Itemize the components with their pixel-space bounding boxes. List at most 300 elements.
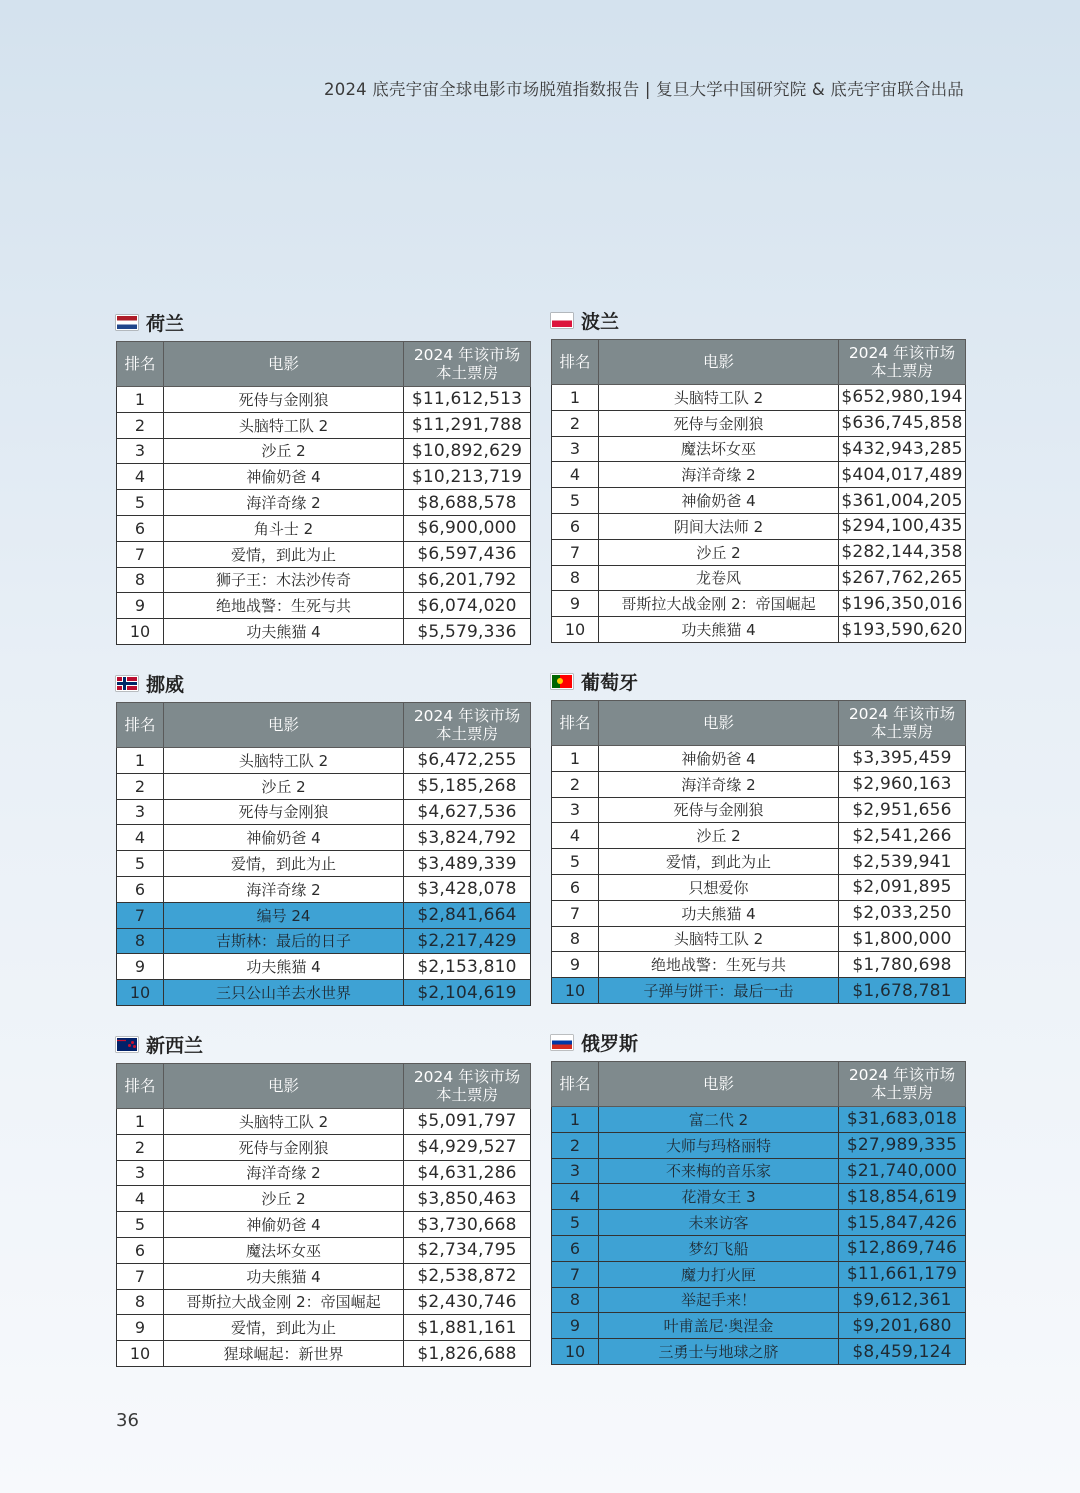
rank-cell: 5: [552, 849, 599, 875]
rank-cell: 4: [552, 823, 599, 849]
table-row: [117, 851, 531, 877]
table-row: [117, 387, 531, 413]
table-row: [552, 1184, 966, 1210]
table-row: [117, 1186, 531, 1212]
table-row: [552, 565, 966, 591]
box-office-cell: $1,800,000: [839, 926, 966, 952]
movie-cell: 魔力打火匣: [599, 1261, 839, 1287]
table-header-row: [552, 1062, 966, 1107]
rank-header: 排名: [117, 703, 164, 748]
movie-cell: 龙卷风: [599, 565, 839, 591]
table-header-row: [117, 342, 531, 387]
rank-cell: 5: [117, 851, 164, 877]
rank-header: 排名: [552, 701, 599, 746]
movie-cell: 爱情，到此为止: [599, 849, 839, 875]
box-office-cell: $5,091,797: [404, 1109, 531, 1135]
table-header-row: [117, 703, 531, 748]
box-office-cell: $3,395,459: [839, 746, 966, 772]
movie-header: 电影: [599, 701, 839, 746]
rank-cell: 5: [552, 488, 599, 514]
box-office-cell: $6,472,255: [404, 748, 531, 774]
box-office-cell: $2,033,250: [839, 900, 966, 926]
table-row: [117, 748, 531, 774]
box-office-cell: $3,489,339: [404, 851, 531, 877]
box-office-cell: $1,780,698: [839, 952, 966, 978]
rank-cell: 6: [552, 1235, 599, 1261]
box-office-cell: $12,869,746: [839, 1235, 966, 1261]
box-office-cell: $1,881,161: [404, 1315, 531, 1341]
rank-cell: 10: [117, 980, 164, 1006]
box-office-cell: $8,459,124: [839, 1339, 966, 1365]
movie-cell: 神偷奶爸 4: [599, 488, 839, 514]
movie-cell: 神偷奶爸 4: [164, 1212, 404, 1238]
box-office-cell: $2,951,656: [839, 797, 966, 823]
rank-cell: 8: [117, 567, 164, 593]
box-office-header-line2: 本土票房: [435, 725, 498, 743]
box-office-cell: $3,850,463: [404, 1186, 531, 1212]
rank-cell: 6: [117, 1237, 164, 1263]
box-office-cell: $11,291,788: [404, 412, 531, 438]
table-row: [552, 1158, 966, 1184]
table-row: [117, 1263, 531, 1289]
movie-cell: 海洋奇缘 2: [599, 462, 839, 488]
box-office-cell: $8,688,578: [404, 490, 531, 516]
table-row: [552, 1339, 966, 1365]
box-office-cell: $5,579,336: [404, 619, 531, 645]
movie-cell: 神偷奶爸 4: [164, 825, 404, 851]
box-office-cell: $3,730,668: [404, 1212, 531, 1238]
box-office-cell: $18,854,619: [839, 1184, 966, 1210]
rank-header: 排名: [552, 1062, 599, 1107]
table-row: [117, 876, 531, 902]
movie-cell: 绝地战警：生死与共: [164, 593, 404, 619]
table-row: [117, 1341, 531, 1367]
rank-cell: 4: [117, 464, 164, 490]
table-row: [552, 849, 966, 875]
movie-cell: 未来访客: [599, 1210, 839, 1236]
rank-cell: 9: [117, 954, 164, 980]
box-office-cell: $267,762,265: [839, 565, 966, 591]
box-office-header: [839, 1062, 966, 1107]
movie-cell: 功夫熊猫 4: [164, 1263, 404, 1289]
movie-cell: 海洋奇缘 2: [164, 876, 404, 902]
rank-cell: 2: [117, 773, 164, 799]
movie-cell: 神偷奶爸 4: [164, 464, 404, 490]
table-row: [117, 1315, 531, 1341]
rank-cell: 6: [117, 515, 164, 541]
box-office-cell: $10,892,629: [404, 438, 531, 464]
rank-cell: 7: [117, 1263, 164, 1289]
movie-cell: 阴间大法师 2: [599, 513, 839, 539]
movie-cell: 沙丘 2: [599, 539, 839, 565]
table-row: [552, 978, 966, 1004]
box-office-cell: $27,989,335: [839, 1132, 966, 1158]
movie-cell: 死侍与金刚狼: [164, 387, 404, 413]
box-office-cell: $4,627,536: [404, 799, 531, 825]
rank-cell: 10: [117, 1341, 164, 1367]
rank-cell: 1: [117, 1109, 164, 1135]
box-office-header: [404, 1064, 531, 1109]
movie-cell: 爱情，到此为止: [164, 851, 404, 877]
movie-cell: 花滑女王 3: [599, 1184, 839, 1210]
rank-cell: 4: [117, 825, 164, 851]
movie-cell: 沙丘 2: [599, 823, 839, 849]
table-row: [552, 513, 966, 539]
table-row: [552, 539, 966, 565]
movie-cell: 海洋奇缘 2: [164, 490, 404, 516]
rank-cell: 5: [552, 1210, 599, 1236]
box-office-header-line2: 本土票房: [870, 1084, 933, 1102]
box-office-header: [839, 340, 966, 385]
box-office-table: [551, 700, 966, 1004]
box-office-cell: $6,597,436: [404, 541, 531, 567]
panel-norway: [116, 670, 530, 1006]
movie-cell: 沙丘 2: [164, 773, 404, 799]
movie-header: 电影: [164, 342, 404, 387]
table-row: [552, 823, 966, 849]
movie-cell: 梦幻飞船: [599, 1235, 839, 1261]
movie-cell: 爱情，到此为止: [164, 541, 404, 567]
movie-cell: 头脑特工队 2: [599, 385, 839, 411]
box-office-header-line2: 本土票房: [870, 723, 933, 741]
country-name: 葡萄牙: [581, 671, 639, 694]
rank-cell: 8: [552, 565, 599, 591]
rank-cell: 10: [552, 978, 599, 1004]
table-row: [552, 488, 966, 514]
panel-title: [116, 1031, 530, 1057]
movie-cell: 功夫熊猫 4: [599, 617, 839, 643]
rank-cell: 1: [117, 387, 164, 413]
table-row: [117, 515, 531, 541]
rank-cell: 2: [552, 1132, 599, 1158]
rank-cell: 4: [117, 1186, 164, 1212]
box-office-cell: $15,847,426: [839, 1210, 966, 1236]
panel-portugal: [551, 668, 965, 1004]
rank-cell: 10: [552, 617, 599, 643]
rank-cell: 3: [552, 436, 599, 462]
panel-poland: [551, 307, 965, 643]
table-row: [552, 1313, 966, 1339]
report-header: 2024 底壳宇宙全球电影市场脱殖指数报告 | 复旦大学中国研究院 & 底壳宇宙联合出品: [324, 80, 964, 99]
movie-cell: 爱情，到此为止: [164, 1315, 404, 1341]
table-row: [552, 410, 966, 436]
rank-cell: 3: [552, 797, 599, 823]
box-office-cell: $404,017,489: [839, 462, 966, 488]
rank-cell: 8: [117, 1289, 164, 1315]
rank-cell: 6: [552, 874, 599, 900]
table-row: [552, 617, 966, 643]
box-office-header: [404, 342, 531, 387]
table-row: [117, 490, 531, 516]
rank-header: 排名: [117, 1064, 164, 1109]
box-office-header: [839, 701, 966, 746]
russia-flag-icon: [551, 1035, 573, 1050]
box-office-cell: $2,539,941: [839, 849, 966, 875]
panel-netherlands: [116, 309, 530, 645]
table-row: [117, 1160, 531, 1186]
box-office-cell: $2,217,429: [404, 928, 531, 954]
rank-cell: 5: [117, 490, 164, 516]
table-row: [552, 771, 966, 797]
table-row: [117, 567, 531, 593]
box-office-header-line1: 2024 年该市场: [848, 1066, 956, 1084]
rank-cell: 9: [552, 1313, 599, 1339]
rank-cell: 8: [552, 926, 599, 952]
table-row: [117, 928, 531, 954]
rank-cell: 9: [117, 1315, 164, 1341]
table-row: [117, 619, 531, 645]
box-office-header-line2: 本土票房: [870, 362, 933, 380]
rank-cell: 7: [552, 539, 599, 565]
movie-cell: 沙丘 2: [164, 438, 404, 464]
box-office-header-line1: 2024 年该市场: [413, 346, 521, 364]
panel-title: [551, 668, 965, 694]
box-office-cell: $1,678,781: [839, 978, 966, 1004]
movie-cell: 富二代 2: [599, 1107, 839, 1133]
table-row: [552, 952, 966, 978]
rank-cell: 1: [552, 1107, 599, 1133]
box-office-cell: $193,590,620: [839, 617, 966, 643]
box-office-cell: $11,661,179: [839, 1261, 966, 1287]
movie-cell: 神偷奶爸 4: [599, 746, 839, 772]
box-office-header-line1: 2024 年该市场: [848, 344, 956, 362]
portugal-flag-icon: [551, 674, 573, 689]
box-office-cell: $31,683,018: [839, 1107, 966, 1133]
rank-cell: 10: [552, 1339, 599, 1365]
panel-new-zealand: [116, 1031, 530, 1367]
panel-title: [551, 307, 965, 333]
rank-cell: 3: [117, 1160, 164, 1186]
panel-russia: [551, 1029, 965, 1365]
rank-cell: 8: [552, 1287, 599, 1313]
table-row: [117, 773, 531, 799]
rank-cell: 9: [117, 593, 164, 619]
box-office-cell: $432,943,285: [839, 436, 966, 462]
box-office-cell: $6,900,000: [404, 515, 531, 541]
page-number: 36: [116, 1410, 139, 1431]
table-row: [552, 1235, 966, 1261]
movie-cell: 头脑特工队 2: [164, 412, 404, 438]
table-row: [552, 900, 966, 926]
box-office-table: [551, 1061, 966, 1365]
rank-header: 排名: [117, 342, 164, 387]
rank-cell: 9: [552, 952, 599, 978]
rank-cell: 3: [117, 799, 164, 825]
table-row: [552, 462, 966, 488]
table-row: [552, 797, 966, 823]
rank-cell: 6: [117, 876, 164, 902]
movie-cell: 死侍与金刚狼: [599, 410, 839, 436]
box-office-header: [404, 703, 531, 748]
movie-cell: 魔法坏女巫: [599, 436, 839, 462]
box-office-cell: $10,213,719: [404, 464, 531, 490]
netherlands-flag-icon: [116, 315, 138, 330]
box-office-cell: $11,612,513: [404, 387, 531, 413]
panel-title: [551, 1029, 965, 1055]
movie-cell: 死侍与金刚狼: [599, 797, 839, 823]
box-office-cell: $5,185,268: [404, 773, 531, 799]
box-office-cell: $2,538,872: [404, 1263, 531, 1289]
movie-cell: 哥斯拉大战金刚 2：帝国崛起: [164, 1289, 404, 1315]
movie-cell: 三勇士与地球之脐: [599, 1339, 839, 1365]
table-row: [552, 436, 966, 462]
new-zealand-flag-icon: [116, 1037, 138, 1052]
movie-cell: 沙丘 2: [164, 1186, 404, 1212]
poland-flag-icon: [551, 313, 573, 328]
rank-cell: 3: [117, 438, 164, 464]
box-office-cell: $294,100,435: [839, 513, 966, 539]
table-row: [117, 799, 531, 825]
movie-cell: 功夫熊猫 4: [164, 954, 404, 980]
table-row: [117, 954, 531, 980]
rank-cell: 7: [552, 900, 599, 926]
box-office-header-line2: 本土票房: [435, 1086, 498, 1104]
box-office-cell: $652,980,194: [839, 385, 966, 411]
box-office-cell: $1,826,688: [404, 1341, 531, 1367]
box-office-header-line1: 2024 年该市场: [413, 707, 521, 725]
country-name: 新西兰: [146, 1034, 204, 1057]
table-row: [552, 1261, 966, 1287]
table-row: [552, 1132, 966, 1158]
table-row: [117, 1134, 531, 1160]
rank-cell: 7: [117, 902, 164, 928]
movie-header: 电影: [599, 1062, 839, 1107]
box-office-cell: $2,734,795: [404, 1237, 531, 1263]
movie-header: 电影: [599, 340, 839, 385]
panel-title: [116, 670, 530, 696]
box-office-cell: $2,153,810: [404, 954, 531, 980]
table-row: [552, 1210, 966, 1236]
table-row: [552, 1287, 966, 1313]
rank-cell: 6: [552, 513, 599, 539]
table-header-row: [552, 340, 966, 385]
box-office-cell: $2,091,895: [839, 874, 966, 900]
box-office-cell: $4,929,527: [404, 1134, 531, 1160]
box-office-header-line1: 2024 年该市场: [848, 705, 956, 723]
movie-cell: 功夫熊猫 4: [599, 900, 839, 926]
rank-cell: 7: [552, 1261, 599, 1287]
movie-header: 电影: [164, 703, 404, 748]
box-office-cell: $9,201,680: [839, 1313, 966, 1339]
rank-header: 排名: [552, 340, 599, 385]
movie-cell: 三只公山羊去水世界: [164, 980, 404, 1006]
box-office-cell: $361,004,205: [839, 488, 966, 514]
table-row: [117, 412, 531, 438]
country-name: 俄罗斯: [581, 1032, 639, 1055]
box-office-cell: $2,841,664: [404, 902, 531, 928]
rank-cell: 7: [117, 541, 164, 567]
rank-cell: 2: [117, 412, 164, 438]
rank-cell: 9: [552, 591, 599, 617]
movie-cell: 绝地战警：生死与共: [599, 952, 839, 978]
movie-cell: 不来梅的音乐家: [599, 1158, 839, 1184]
movie-cell: 狮子王：木法沙传奇: [164, 567, 404, 593]
box-office-header-line1: 2024 年该市场: [413, 1068, 521, 1086]
box-office-cell: $3,428,078: [404, 876, 531, 902]
movie-cell: 魔法坏女巫: [164, 1237, 404, 1263]
movie-cell: 哥斯拉大战金刚 2：帝国崛起: [599, 591, 839, 617]
movie-cell: 角斗士 2: [164, 515, 404, 541]
table-row: [117, 438, 531, 464]
table-row: [117, 825, 531, 851]
movie-cell: 功夫熊猫 4: [164, 619, 404, 645]
box-office-table: [116, 1063, 531, 1367]
box-office-cell: $3,824,792: [404, 825, 531, 851]
box-office-cell: $2,430,746: [404, 1289, 531, 1315]
table-row: [552, 591, 966, 617]
table-header-row: [117, 1064, 531, 1109]
rank-cell: 2: [117, 1134, 164, 1160]
box-office-table: [116, 341, 531, 645]
rank-cell: 8: [117, 928, 164, 954]
table-header-row: [552, 701, 966, 746]
box-office-cell: $636,745,858: [839, 410, 966, 436]
rank-cell: 10: [117, 619, 164, 645]
box-office-cell: $282,144,358: [839, 539, 966, 565]
rank-cell: 5: [117, 1212, 164, 1238]
table-row: [552, 746, 966, 772]
movie-header: 电影: [164, 1064, 404, 1109]
box-office-cell: $6,201,792: [404, 567, 531, 593]
movie-cell: 叶甫盖尼·奥涅金: [599, 1313, 839, 1339]
movie-cell: 头脑特工队 2: [164, 748, 404, 774]
box-office-cell: $2,960,163: [839, 771, 966, 797]
box-office-cell: $2,541,266: [839, 823, 966, 849]
box-office-cell: $21,740,000: [839, 1158, 966, 1184]
box-office-header-line2: 本土票房: [435, 364, 498, 382]
rank-cell: 2: [552, 410, 599, 436]
movie-cell: 吉斯林：最后的日子: [164, 928, 404, 954]
rank-cell: 3: [552, 1158, 599, 1184]
movie-cell: 大师与玛格丽特: [599, 1132, 839, 1158]
panel-title: [116, 309, 530, 335]
box-office-cell: $6,074,020: [404, 593, 531, 619]
movie-cell: 猩球崛起：新世界: [164, 1341, 404, 1367]
box-office-cell: $9,612,361: [839, 1287, 966, 1313]
movie-cell: 头脑特工队 2: [164, 1109, 404, 1135]
rank-cell: 4: [552, 462, 599, 488]
rank-cell: 1: [552, 385, 599, 411]
movie-cell: 只想爱你: [599, 874, 839, 900]
table-row: [117, 980, 531, 1006]
movie-cell: 死侍与金刚狼: [164, 799, 404, 825]
table-row: [117, 1109, 531, 1135]
rank-cell: 1: [552, 746, 599, 772]
movie-cell: 举起手来！: [599, 1287, 839, 1313]
box-office-cell: $2,104,619: [404, 980, 531, 1006]
table-row: [117, 1212, 531, 1238]
box-office-table: [116, 702, 531, 1006]
table-row: [552, 874, 966, 900]
movie-cell: 死侍与金刚狼: [164, 1134, 404, 1160]
movie-cell: 编号 24: [164, 902, 404, 928]
table-row: [117, 541, 531, 567]
box-office-table: [551, 339, 966, 643]
table-row: [117, 1237, 531, 1263]
movie-cell: 海洋奇缘 2: [599, 771, 839, 797]
box-office-cell: $196,350,016: [839, 591, 966, 617]
country-name: 波兰: [581, 310, 620, 333]
country-name: 荷兰: [146, 312, 185, 335]
rank-cell: 4: [552, 1184, 599, 1210]
table-row: [552, 1107, 966, 1133]
rank-cell: 1: [117, 748, 164, 774]
table-row: [117, 902, 531, 928]
movie-cell: 子弹与饼干：最后一击: [599, 978, 839, 1004]
country-name: 挪威: [146, 673, 185, 696]
box-office-cell: $4,631,286: [404, 1160, 531, 1186]
table-row: [552, 385, 966, 411]
